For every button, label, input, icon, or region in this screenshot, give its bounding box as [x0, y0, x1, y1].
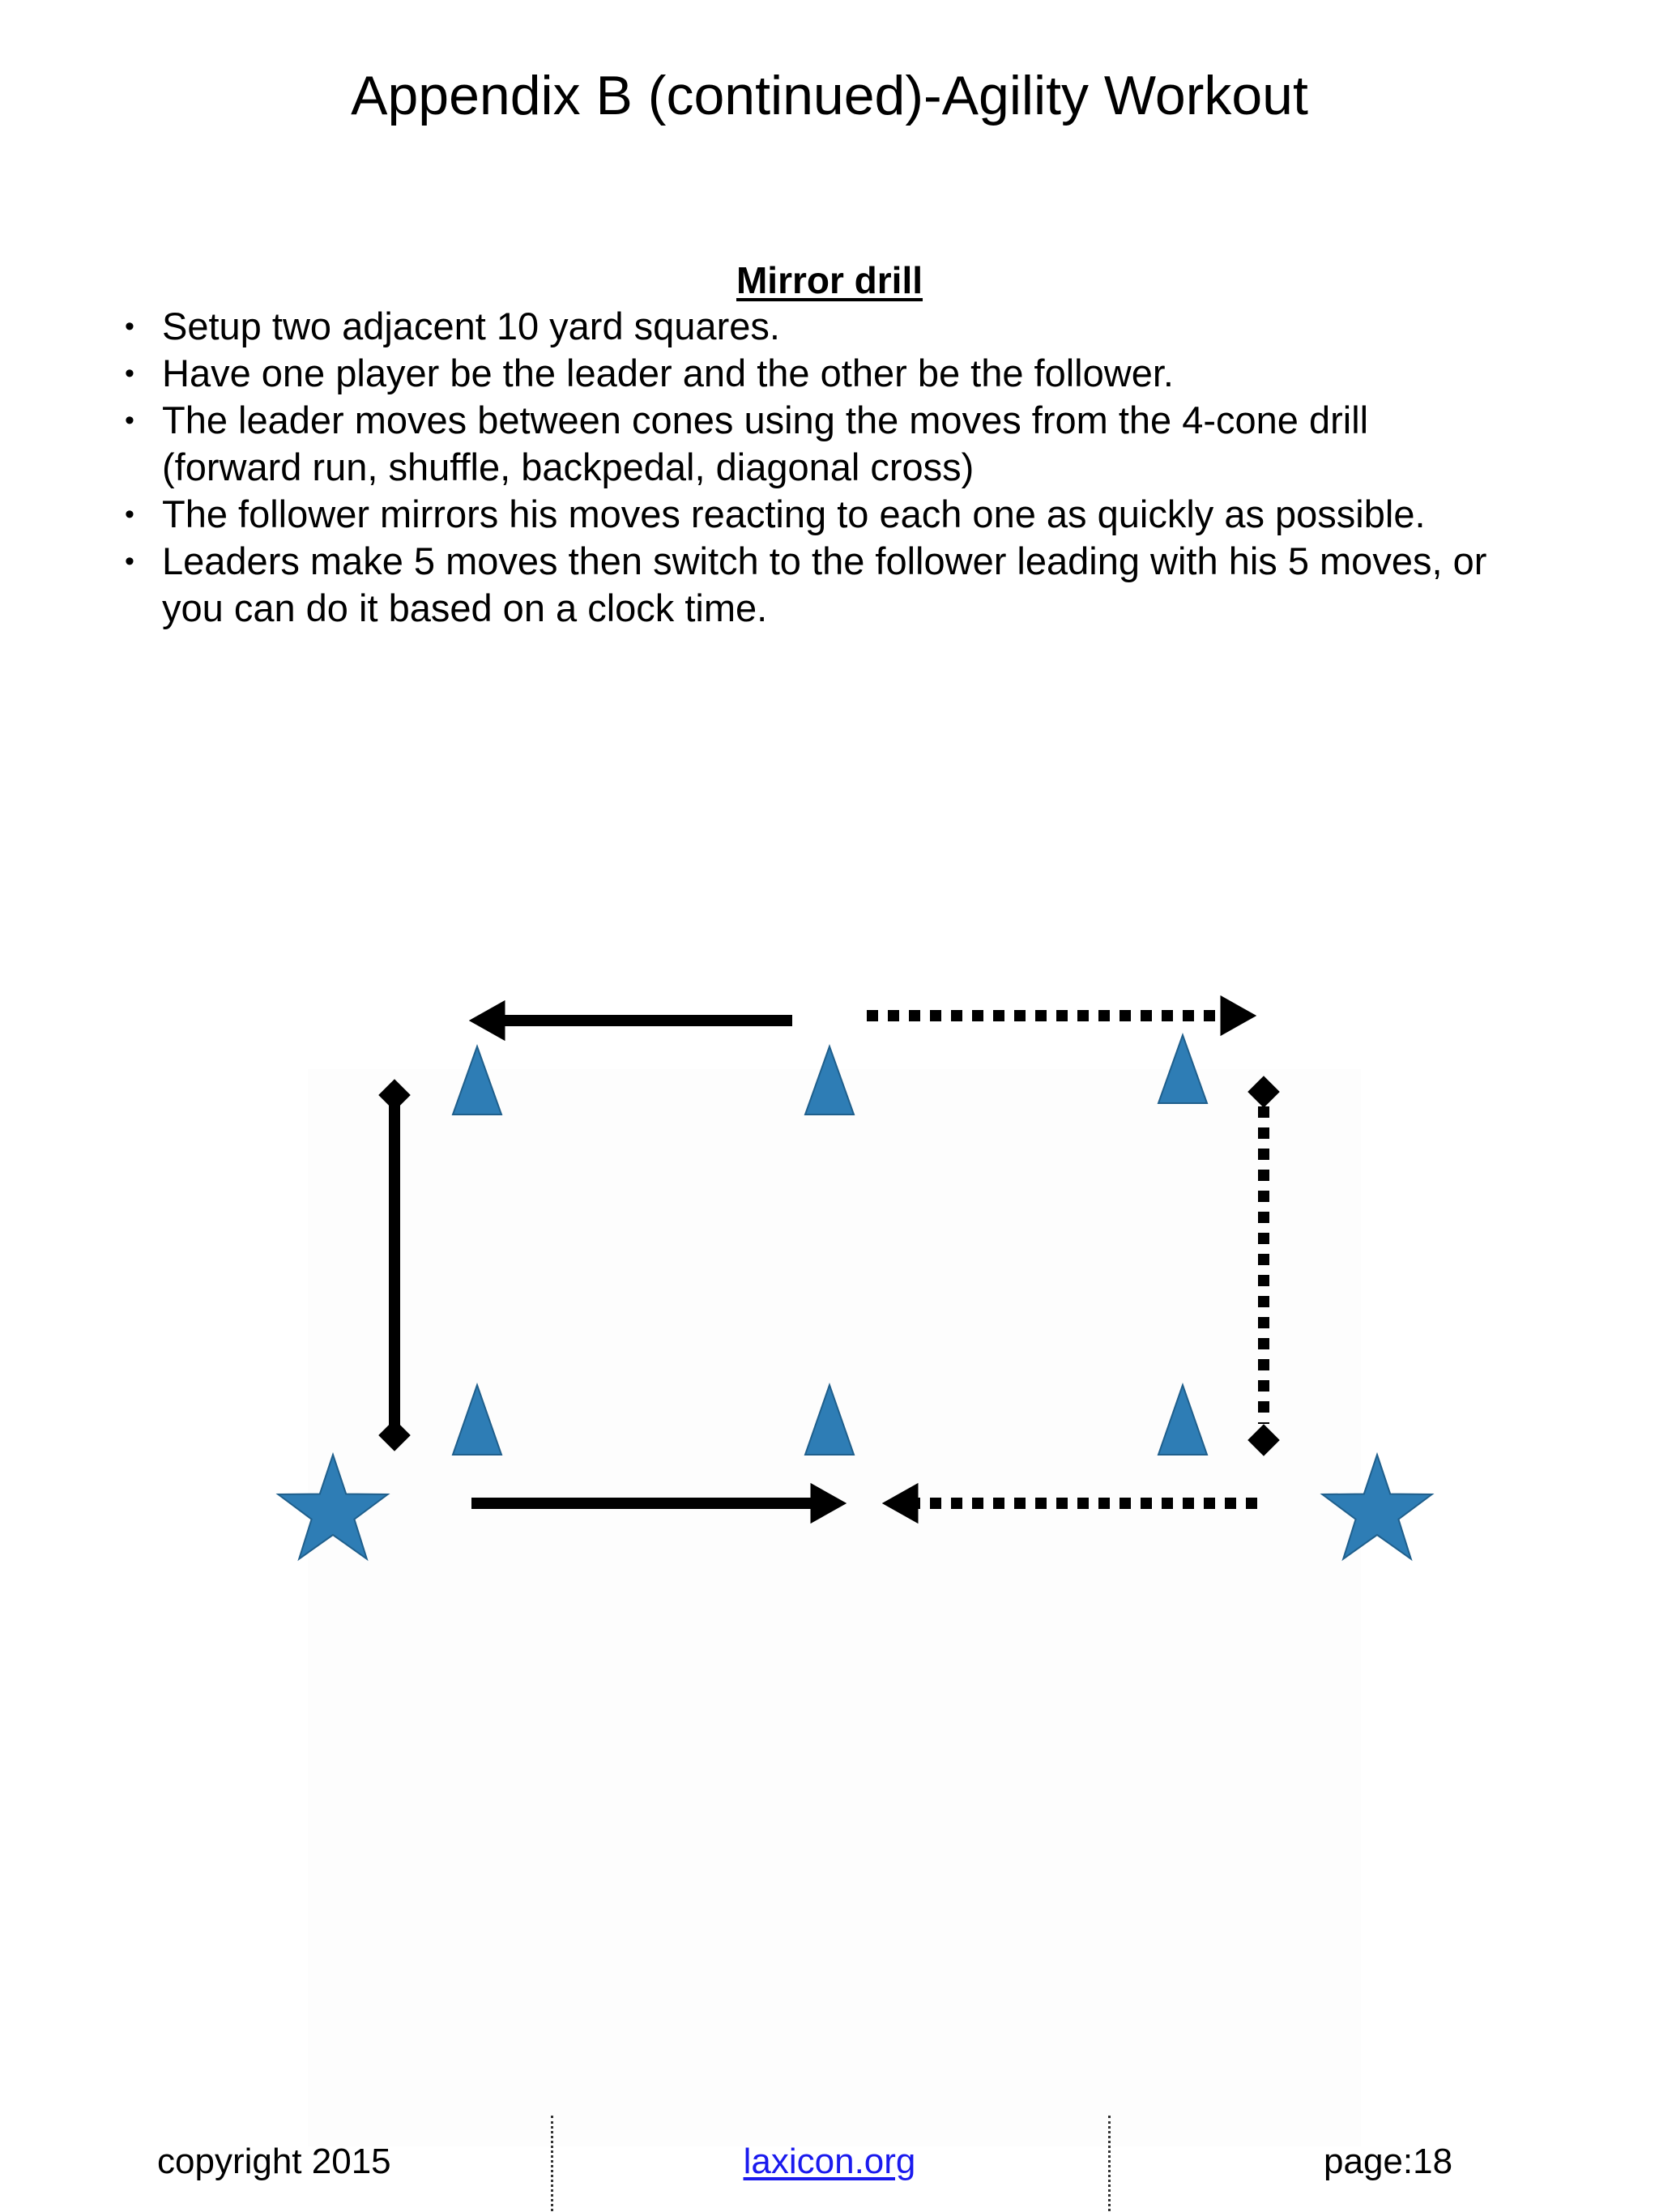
footer-page-number: page:18	[1324, 2142, 1453, 2181]
list-item-text: Setup two adjacent 10 yard squares.	[162, 305, 780, 347]
bullet-icon: •	[125, 311, 134, 342]
footer-divider	[551, 2116, 553, 2211]
list-item-text: Have one player be the leader and the other be the follower.	[162, 352, 1174, 394]
list-item-text: The follower mirrors his moves reacting to each one as quickly as possible.	[162, 492, 1426, 535]
bullet-icon: •	[125, 546, 134, 577]
list-item-text-continued: you can do it based on a clock time.	[162, 586, 768, 629]
page-title: Appendix B (continued)-Agility Workout	[351, 65, 1308, 126]
list-item-text-continued: (forward run, shuffle, backpedal, diagonal cross)	[162, 445, 975, 488]
list-item-text: Leaders make 5 moves then switch to the follower leading with his 5 moves, or	[162, 539, 1487, 582]
drill-heading: Mirror drill	[736, 259, 923, 301]
list-item-text: The leader moves between cones using the moves from the 4-cone drill	[162, 399, 1369, 441]
bullet-icon: •	[125, 499, 134, 530]
field-area	[308, 1069, 1361, 2146]
footer-divider	[1108, 2116, 1111, 2211]
footer-copyright: copyright 2015	[157, 2142, 391, 2181]
bullet-icon: •	[125, 405, 134, 436]
laxicon-link[interactable]: laxicon.org	[743, 2142, 916, 2181]
bullet-icon: •	[125, 358, 134, 389]
